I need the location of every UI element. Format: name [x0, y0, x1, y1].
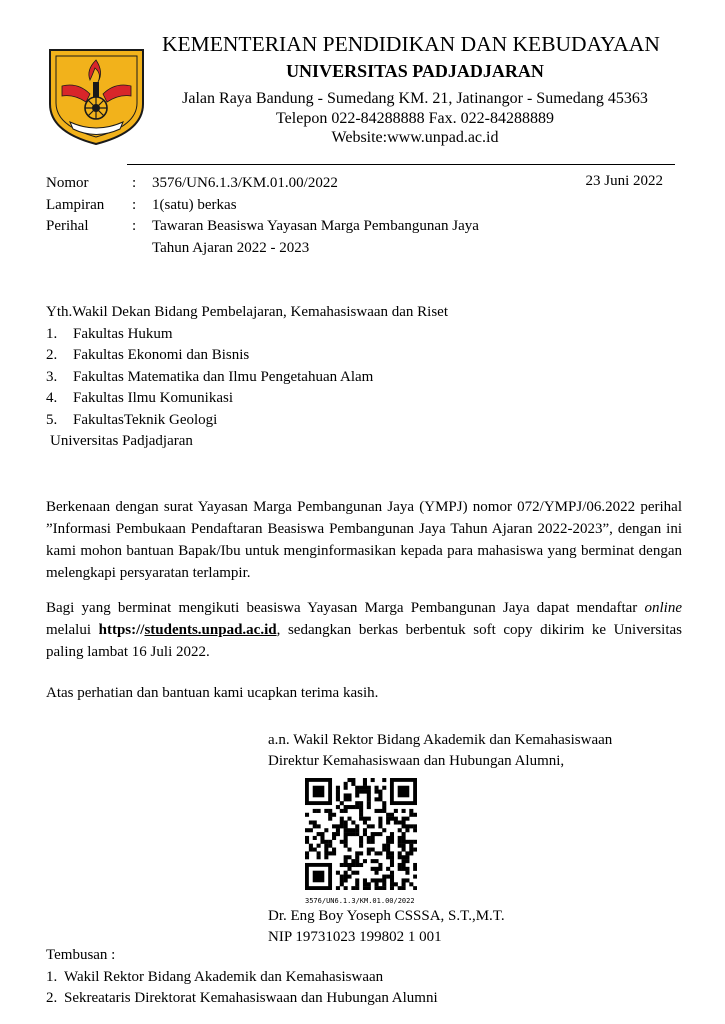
list-number: 1. [46, 968, 58, 985]
lampiran-label: Lampiran [46, 196, 105, 213]
link-prefix: https:// [98, 622, 145, 638]
faculty-name: Fakultas Ekonomi dan Bisnis [73, 347, 250, 363]
paragraph-text: , sedangkan berkas berbentuk soft copy dikirim ke Universitas paling lambat 16 Juli 2022. [46, 622, 682, 660]
nomor-row [46, 173, 479, 195]
list-item [46, 967, 438, 989]
greeting: Yth.Wakil Dekan Bidang Pembelajaran, Kemahasiswaan dan Riset [46, 304, 449, 320]
qr-code-icon [305, 778, 417, 890]
list-number: 2. [46, 347, 58, 363]
perihal-line-1: Tawaran Beasiswa Yayasan Marga Pembangunan Jaya [152, 218, 479, 234]
tembusan-list [46, 967, 438, 1010]
signer-nip: NIP 19731023 199802 1 001 [268, 929, 442, 945]
body-paragraph-3 [46, 682, 682, 704]
faculty-name: Fakultas Ilmu Komunikasi [73, 390, 233, 406]
faculty-name: FakultasTeknik Geologi [73, 411, 218, 428]
letterhead-divider [127, 164, 675, 165]
tembusan-text: Wakil Rektor Bidang Akademik dan Kemahasiswaan [64, 968, 384, 985]
nomor-label: Nomor [46, 175, 89, 191]
letter-meta [46, 173, 479, 259]
colon: : [132, 196, 137, 213]
paragraph-text: Bagi yang berminat mengikuti beasiswa Yayasan Marga Pembangunan Jaya dapat mendaftar [46, 600, 645, 616]
signature-block [268, 730, 612, 772]
lampiran-value: 1(satu) berkas [152, 196, 237, 213]
perihal-line-2: Tahun Ajaran 2022 - 2023 [152, 239, 310, 256]
registration-link[interactable] [99, 622, 277, 638]
online-word: online [644, 600, 682, 616]
institution-name: Universitas Padjadjaran [50, 433, 193, 449]
website-line: Website:www.unpad.ac.id [331, 129, 499, 146]
link-domain: students.unpad.ac.id [144, 622, 277, 638]
signature-line-2: Direktur Kemahasiswaan dan Hubungan Alumni, [268, 753, 565, 769]
phone-line: Telepon 022-84288888 Fax. 022-84288889 [276, 109, 554, 127]
list-item [46, 345, 448, 367]
letterhead-contact [0, 89, 725, 148]
signature-line-1: a.n. Wakil Rektor Bidang Akademik dan Kemahasiswaan [268, 732, 613, 748]
list-number: 1. [46, 325, 58, 342]
paragraph-text: Berkenaan dengan surat Yayasan Marga Pembangunan Jaya (YMPJ) nomor 072/YMPJ/06.2022 perihal ”Informasi Pembukaan Pendaftaran Beasiswa Pembangunan Jaya Tahun Ajaran 2022-2023”, dengan ini kami mohon bantuan Bapak/Ibu untuk menginformasikan kepada para mahasiswa yang berminat dengan melengkapi persyaratan terlampir. [46, 499, 682, 581]
paragraph-text: Atas perhatian dan bantuan kami ucapkan terima kasih. [46, 685, 379, 701]
list-item [46, 410, 448, 432]
paragraph-text: melalui [46, 622, 99, 638]
university-name: UNIVERSITAS PADJADJARAN [286, 61, 544, 81]
perihal-label: Perihal [46, 218, 89, 234]
list-item [46, 988, 438, 1010]
list-number: 4. [46, 390, 58, 406]
body-paragraph-2 [46, 597, 682, 663]
letter-date: 23 Juni 2022 [585, 173, 663, 189]
perihal-value [152, 216, 479, 259]
recipient-block [46, 302, 448, 453]
tembusan-block [46, 945, 438, 1010]
colon: : [132, 218, 137, 234]
qr-caption: 3576/UN6.1.3/KM.01.00/2022 [305, 897, 415, 905]
faculty-name: Fakultas Matematika dan Ilmu Pengetahuan Alam [73, 368, 374, 385]
list-item [46, 324, 448, 346]
tembusan-title: Tembusan : [46, 947, 116, 963]
perihal-row [46, 216, 479, 259]
list-item [46, 367, 448, 389]
address-line: Jalan Raya Bandung - Sumedang KM. 21, Jatinangor - Sumedang 45363 [182, 90, 648, 107]
list-item [46, 388, 448, 410]
faculty-list [46, 324, 448, 432]
list-number: 3. [46, 368, 58, 385]
colon: : [132, 175, 137, 191]
signer-block [268, 906, 505, 948]
signer-name: Dr. Eng Boy Yoseph CSSSA, S.T.,M.T. [268, 908, 505, 924]
lampiran-row [46, 195, 479, 217]
tembusan-text: Sekreataris Direktorat Kemahasiswaan dan Hubungan Alumni [64, 990, 438, 1006]
nomor-value: 3576/UN6.1.3/KM.01.00/2022 [152, 175, 338, 191]
list-number: 2. [46, 990, 58, 1006]
body-paragraph-1 [46, 496, 682, 584]
faculty-name: Fakultas Hukum [73, 325, 173, 342]
ministry-name: KEMENTERIAN PENDIDIKAN DAN KEBUDAYAAN [162, 32, 660, 56]
list-number: 5. [46, 411, 58, 428]
